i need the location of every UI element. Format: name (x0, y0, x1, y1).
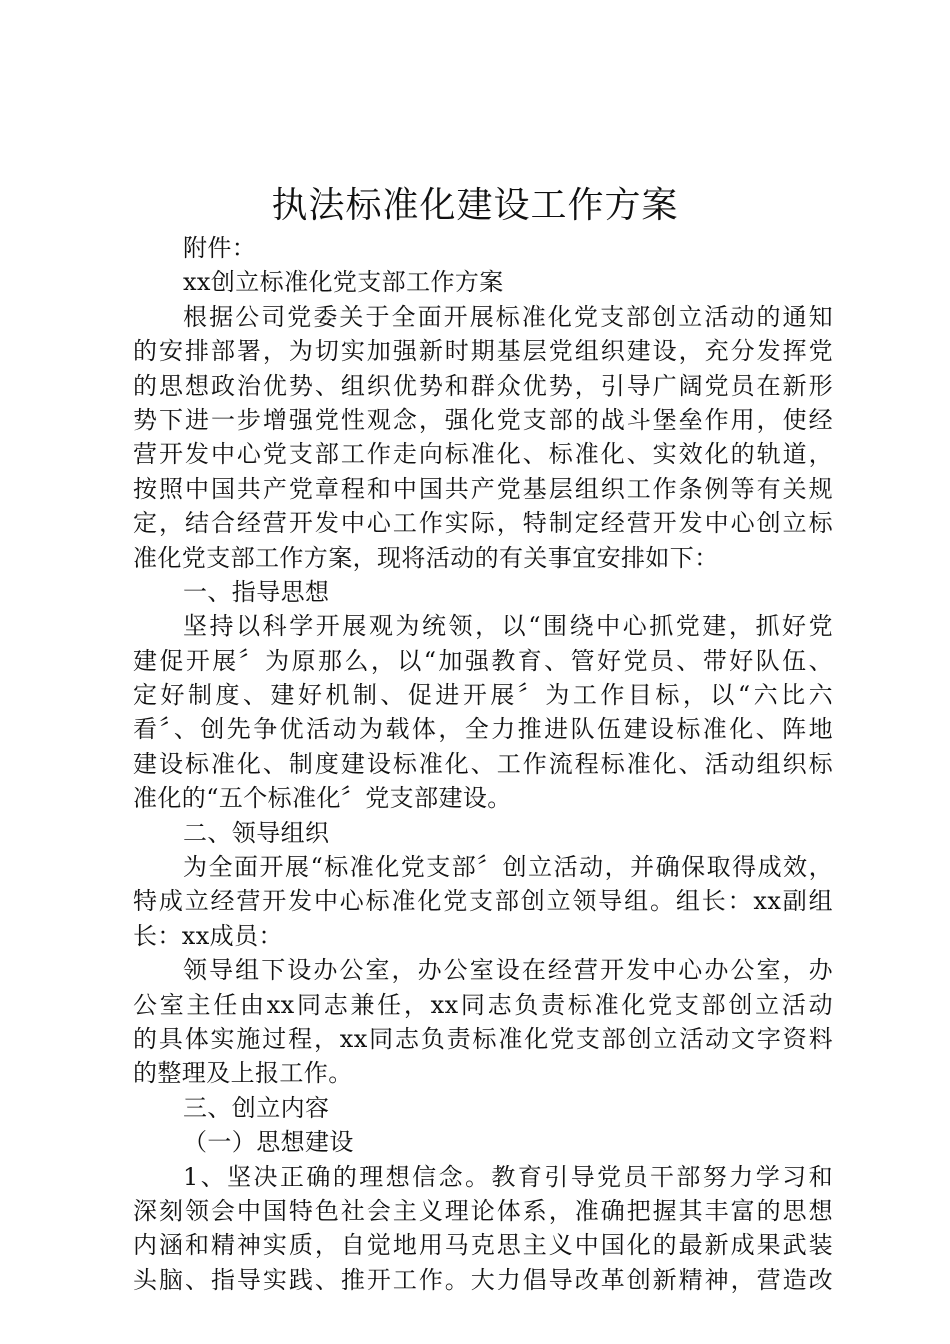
paragraph-line: 的思想政治优势、组织优势和群众优势，引导广阔党员在新形 (133, 371, 833, 400)
paragraph-line: 准化的“五个标准化〞党支部建设。 (133, 784, 512, 813)
paragraph-line: 坚持以科学开展观为统领，以“围绕中心抓党建，抓好党 (183, 612, 833, 641)
section-heading: 三、创立内容 (183, 1093, 330, 1122)
paragraph-line: 定，结合经营开发中心工作实际，特制定经营开发中心创立标 (133, 509, 833, 538)
paragraph-line: 为全面开展“标准化党支部〞创立活动，并确保取得成效， (183, 853, 833, 882)
attachment-label: 附件： (183, 234, 257, 262)
document-title: 执法标准化建设工作方案 (271, 185, 679, 226)
paragraph-line: 准化党支部工作方案，现将活动的有关事宜安排如下： (133, 543, 719, 572)
section-heading: 一、指导思想 (183, 577, 330, 606)
section-heading: 二、领导组织 (183, 818, 330, 847)
paragraph-line: 的安排部署，为切实加强新时期基层党组织建设，充分发挥党 (133, 337, 833, 366)
paragraph-line: 建设标准化、制度建设标准化、工作流程标准化、活动组织标 (133, 749, 833, 778)
paragraph-line: 势下进一步增强党性观念，强化党支部的战斗堡垒作用，使经 (133, 405, 833, 434)
paragraph-line: 的具体实施过程，xx同志负责标准化党支部创立活动文字资料 (133, 1024, 833, 1053)
paragraph-line: 1、坚决正确的理想信念。教育引导党员干部努力学习和 (183, 1162, 833, 1191)
paragraph-line: 领导组下设办公室，办公室设在经营开发中心办公室，办 (183, 956, 833, 985)
paragraph-line: 头脑、指导实践、推开工作。大力倡导改革创新精神，营造改 (133, 1265, 833, 1294)
paragraph-line: 按照中国共产党章程和中国共产党基层组织工作条例等有关规 (133, 474, 833, 503)
plan-subtitle: xx创立标准化党支部工作方案 (183, 268, 504, 297)
paragraph-line: 营开发中心党支部工作走向标准化、标准化、实效化的轨道， (133, 440, 833, 469)
paragraph-line: 公室主任由xx同志兼任，xx同志负责标准化党支部创立活动 (133, 990, 833, 1019)
paragraph-line: 的整理及上报工作。 (133, 1059, 353, 1088)
paragraph-line: 根据公司党委关于全面开展标准化党支部创立活动的通知 (183, 302, 833, 331)
paragraph-line: 看〞、创先争优活动为载体，全力推进队伍建设标准化、阵地 (133, 715, 833, 744)
paragraph-line: 特成立经营开发中心标准化党支部创立领导组。组长：xx副组 (133, 887, 833, 916)
paragraph-line: 定好制度、建好机制、促进开展〞为工作目标，以“六比六 (133, 681, 833, 710)
subsection-heading: （一）思想建设 (183, 1128, 354, 1157)
paragraph-line: 内涵和精神实质，自觉地用马克思主义中国化的最新成果武装 (133, 1231, 833, 1260)
paragraph-line: 深刻领会中国特色社会主义理论体系，准确把握其丰富的思想 (133, 1196, 833, 1225)
paragraph-line: 建促开展〞为原那么，以“加强教育、管好党员、带好队伍、 (133, 646, 833, 675)
document-body (133, 231, 833, 1297)
paragraph-line: 长：xx成员： (133, 921, 283, 950)
